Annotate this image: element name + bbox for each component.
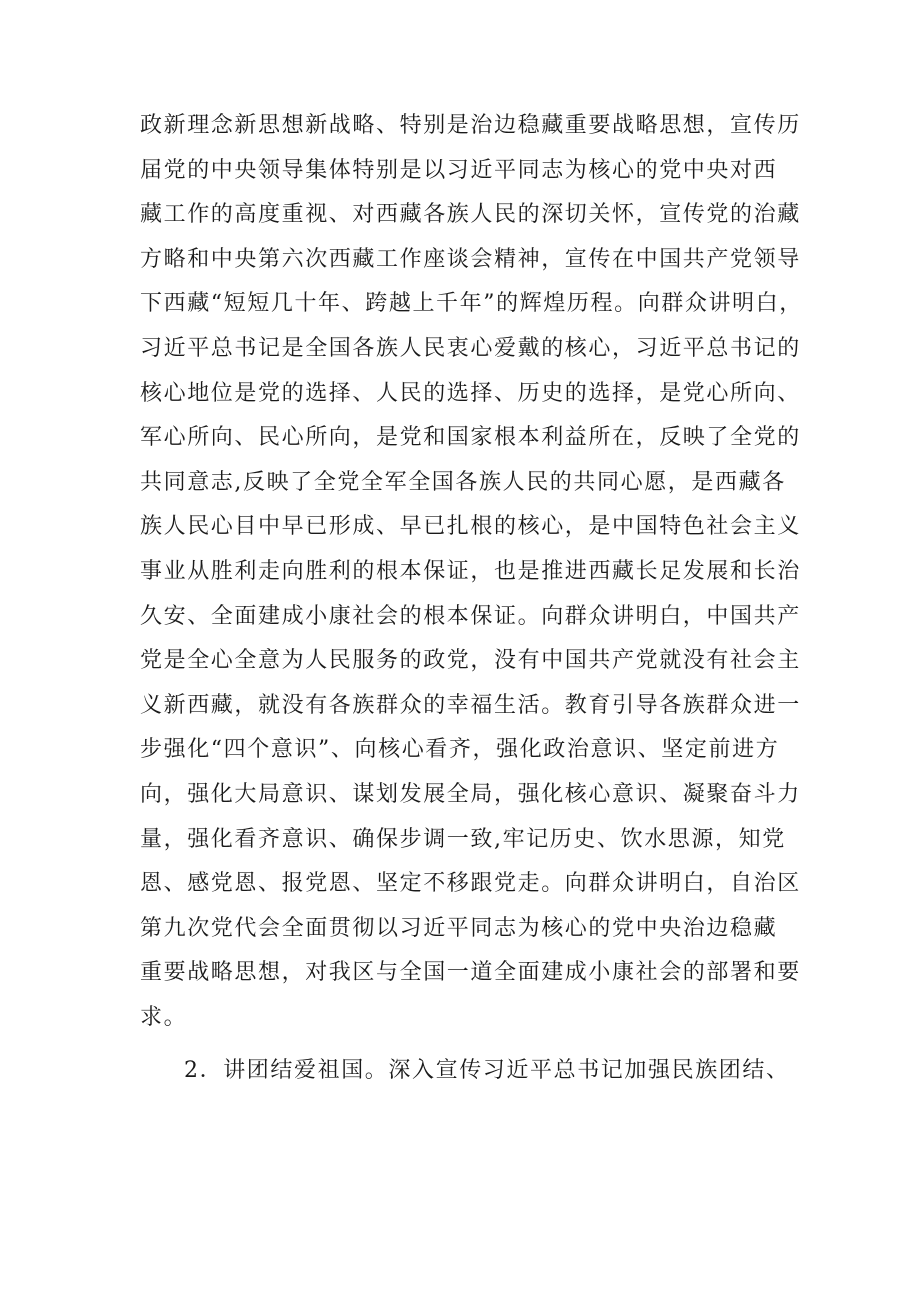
text-line: 下西藏“短短几十年、跨越上千年”的辉煌历程。向群众讲明白， <box>140 291 803 317</box>
paragraph-2 <box>140 1049 800 1094</box>
text-line: 求。 <box>140 1004 188 1030</box>
text-line: 届党的中央领导集体特别是以习近平同志为核心的党中央对西 <box>140 157 778 183</box>
text-line: 向，强化大局意识、谋划发展全局，强化核心意识、凝聚奋斗力 <box>140 781 801 807</box>
body-text <box>140 104 803 1094</box>
text-line: 习近平总书记是全国各族人民衷心爱戴的核心，习近平总书记的 <box>140 335 801 361</box>
text-line: 政新理念新思想新战略、特别是治边稳藏重要战略思想，宣传历 <box>140 113 801 138</box>
text-line: 军心所向、民心所向，是党和国家根本利益所在，反映了全党的 <box>140 425 801 451</box>
text-line: 族人民心目中早已形成、早已扎根的核心，是中国特色社会主义 <box>140 514 801 540</box>
text-line: 方略和中央第六次西藏工作座谈会精神，宣传在中国共产党领导 <box>140 246 801 272</box>
text-line: 党是全心全意为人民服务的政党，没有中国共产党就没有社会主 <box>140 648 801 674</box>
text-line: 共同意志,反映了全党全军全国各族人民的共同心愿，是西藏各 <box>140 469 786 495</box>
text-line: 事业从胜利走向胜利的根本保证，也是推进西藏长足发展和长治 <box>140 558 801 584</box>
text-line: 重要战略思想，对我区与全国一道全面建成小康社会的部署和要 <box>140 960 801 986</box>
paragraph-1 <box>140 104 803 1040</box>
text-line: 义新西藏，就没有各族群众的幸福生活。教育引导各族群众进一 <box>140 692 801 718</box>
section-heading-line: 2．讲团结爱祖国。深入宣传习近平总书记加强民族团结、 <box>184 1058 790 1084</box>
text-line: 步强化“四个意识”、向核心看齐，强化政治意识、坚定前进方 <box>140 737 780 763</box>
text-line: 藏工作的高度重视、对西藏各族人民的深切关怀，宣传党的治藏 <box>140 202 801 228</box>
text-line: 核心地位是党的选择、人民的选择、历史的选择，是党心所向、 <box>140 380 801 406</box>
text-line: 第九次党代会全面贯彻以习近平同志为核心的党中央治边稳藏 <box>140 915 778 941</box>
text-line: 恩、感党恩、报党恩、坚定不移跟党走。向群众讲明白，自治区 <box>140 871 801 897</box>
text-line: 量，强化看齐意识、确保步调一致,牢记历史、饮水思源，知党 <box>140 826 786 852</box>
text-line: 久安、全面建成小康社会的根本保证。向群众讲明白，中国共产 <box>140 603 801 629</box>
